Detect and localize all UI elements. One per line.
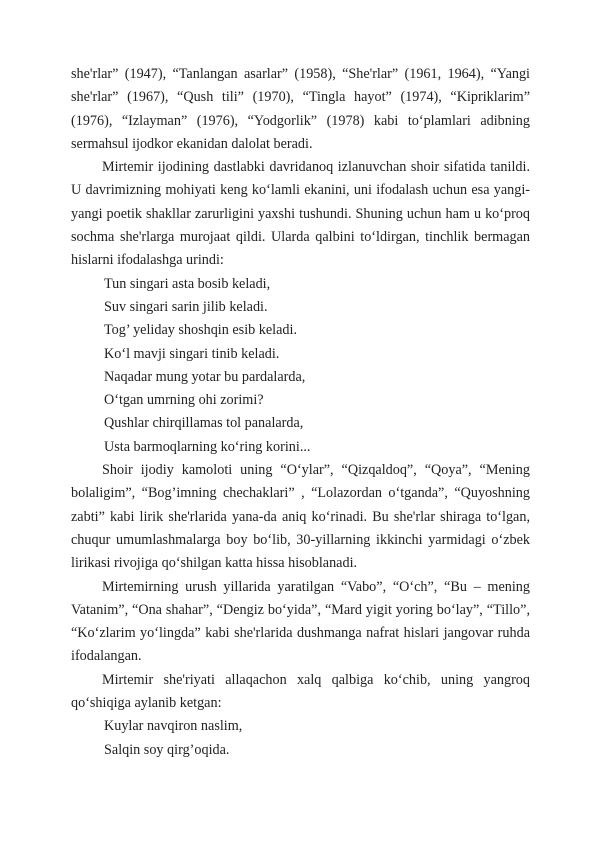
paragraph-folk-song: Mirtemir she'riyati allaqachon xalq qalbiga ko‘chib, uning yangroq qo‘shiqiga aylanib ketgan: <box>71 671 530 712</box>
verse-block-1 <box>71 273 530 459</box>
paragraph-early-period: Mirtemir ijodining dastlabki davridanoq izlanuvchan shoir sifatida tanildi. U davrimizning mohiyati keng ko‘lamli ekanini, uni ifodalash uchun esa yangi-yangi poetik shakllar zarurligini yaxshi tushundi. Shuning uchun ham u ko‘proq sochma she'rlarga murojaat qildi. Ularda qalbini to‘ldirgan, tinchlik bermagan hislarni ifodalashga urindi: <box>71 159 530 269</box>
paragraph-book-list: she'rlar” (1947), “Tanlangan asarlar” (1958), “She'rlar” (1961, 1964), “Yangi she'rlar” (1967), “Qush tili” (1970), “Tingla hayot” (1974), “Kipriklarim” (1976), “Izlayman” (1976), “Yodgorlik” (1978) kabi to‘plamlari adibning sermahsul ijodkor ekanidan dalolat beradi. <box>71 66 530 152</box>
verse-line: O‘tgan umrning ohi zorimi? <box>104 392 264 409</box>
body-text <box>71 63 530 762</box>
verse-line: Tog’ yeliday shoshqin esib keladi. <box>104 322 297 339</box>
verse-line: Naqadar mung yotar bu pardalarda, <box>104 368 306 385</box>
verse-line: Qushlar chirqillamas tol panalarda, <box>104 415 304 432</box>
verse-line: Usta barmoqlarning ko‘ring korini... <box>104 438 311 455</box>
verse-line: Salqin soy qirg’oqida. <box>104 741 230 758</box>
verse-block-2 <box>71 715 530 762</box>
verse-line: Tun singari asta bosib keladi, <box>104 275 271 292</box>
paragraph-lyric-poems: Shoir ijodiy kamoloti uning “O‘ylar”, “Qizqaldoq”, “Qoya”, “Mening bolaligim”, “Bog’imning chechaklari” , “Lolazordan o‘tganda”, “Quyoshning zabti” kabi lirik she'rlarida yana-da aniq ko‘rinadi. Bu she'rlar shiraga to‘lgan, chuqur umumlashmalarga boy bo‘lib, 30-yillarning ikkinchi yarmidagi o‘zbek lirikasi rivojiga qo‘shilgan katta hissa hisoblanadi. <box>71 462 530 572</box>
paragraph-war-years: Mirtemirning urush yillarida yaratilgan “Vabo”, “O‘ch”, “Bu – mening Vatanim”, “Ona shahar”, “Dengiz bo‘yida”, “Mard yigit yoring bo‘lay”, “Tillo”, “Ko‘zlarim yo‘lingda” kabi she'rlarida dushmanga nafrat hislari jangovar ruhda ifodalangan. <box>71 578 530 665</box>
verse-line: Ko‘l mavji singari tinib keladi. <box>104 345 280 362</box>
verse-line: Suv singari sarin jilib keladi. <box>104 298 268 315</box>
verse-line: Kuylar navqiron naslim, <box>104 718 243 735</box>
